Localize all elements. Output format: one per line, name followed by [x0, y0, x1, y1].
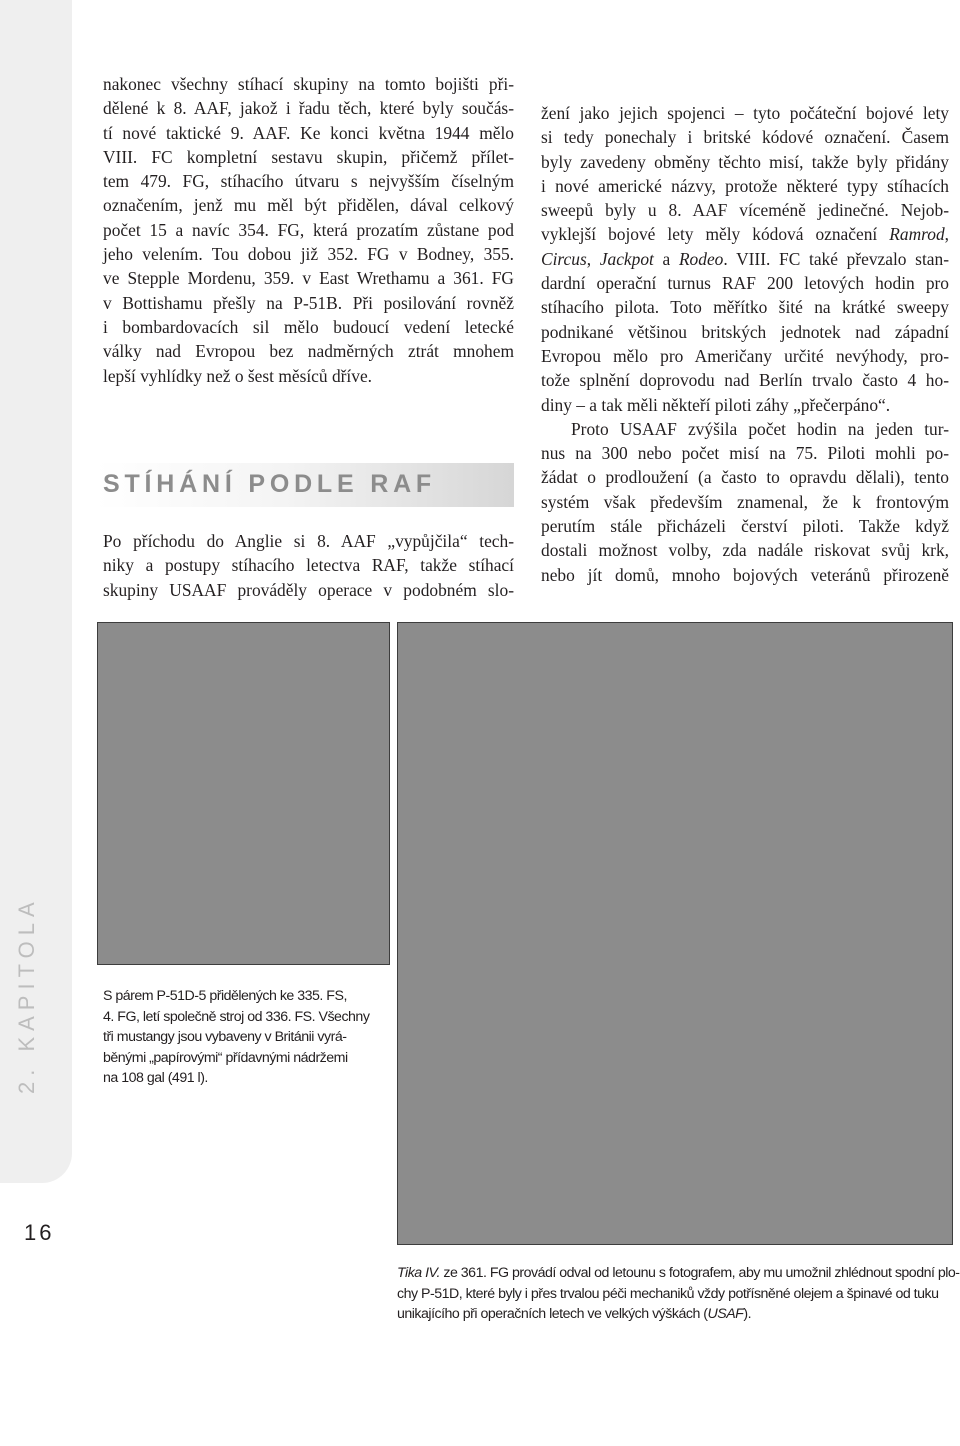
text-line: nakonec všechny stíhací skupiny na tomto bojišti při- — [103, 74, 514, 94]
code-name-jackpot: Jackpot — [599, 248, 654, 269]
caption-fragment: ). — [743, 1306, 752, 1323]
caption-line — [397, 1263, 960, 1284]
text-line: nebo jít domů, mnoho bojových veteránů přirozeně — [541, 564, 949, 585]
text-fragment: . VIII. FC také převzalo stan- — [723, 248, 949, 269]
text-line: sweepů byly u 8. AAF víceméně jedinečné. Nejob- — [541, 200, 949, 221]
photo-credit: USAF — [707, 1306, 744, 1323]
text-line: v Bottishamu přešly na P-51B. Při posilování rovněž — [103, 292, 514, 313]
text-line: dostali možnost volby, zda nadále riskovat svůj krk, — [541, 540, 949, 561]
left-column — [103, 72, 514, 388]
right-paragraph-2 — [541, 417, 949, 587]
text-line: počet 15 a navíc 354. FG, která prozatím zůstane pod — [103, 219, 514, 240]
text-line: niky a postupy stíhacího letectva RAF, takže stíhací — [103, 555, 514, 576]
text-line — [541, 247, 949, 271]
text-line: Proto USAAF zvýšila počet hodin na jeden tur- — [571, 418, 949, 439]
text-line: systém však především znamenal, že k frontovým — [541, 491, 949, 512]
text-line: skupiny USAAF prováděly operace v podobném slo- — [103, 579, 514, 600]
caption-line: tři mustangy jsou vybaveny v Británii vyrá- — [103, 1029, 347, 1046]
text-line: podnikané většinou britských jednotek nad západní — [541, 321, 949, 342]
text-line: dělené k 8. AAF, jakož i řadu těch, které byly součás- — [103, 98, 514, 119]
text-line: ve Stepple Mordenu, 359. v East Wrethamu a 361. FG — [103, 268, 514, 289]
text-fragment: vyklejší bojové lety měly kódová označení — [541, 224, 890, 245]
text-fragment: , — [944, 224, 949, 245]
text-line: tem 479. FG, stíhacího útvaru s nejvyšším číselným — [103, 171, 514, 192]
text-line: dardní operační turnus RAF 200 letových hodin pro — [541, 273, 949, 294]
text-line: tože splnění doprovodu nad Berlín trvalo často 4 ho- — [541, 370, 949, 391]
text-fragment: , — [586, 248, 600, 269]
text-line: VIII. FC kompletní sestavu skupin, přičemž přílet- — [103, 146, 514, 167]
left-paragraph — [103, 72, 514, 388]
caption-line — [397, 1304, 953, 1325]
section-text — [103, 529, 514, 602]
section-heading: STÍHÁNÍ PODLE RAF — [103, 470, 436, 498]
caption-line: S párem P-51D-5 přidělených ke 335. FS, — [103, 988, 347, 1004]
code-name-ramrod: Ramrod — [889, 224, 945, 245]
text-line: perutím stále přicházeli čerství piloti. Takže když — [541, 516, 949, 537]
text-line: tí nové taktické 9. AAF. Ke konci května 1944 mělo — [103, 122, 514, 143]
caption-line: 4. FG, letí společně stroj od 336. FS. Všechny — [103, 1008, 370, 1025]
photo-placeholder-left — [97, 622, 390, 965]
code-name-rodeo: Rodeo — [678, 248, 724, 269]
right-paragraph-1 — [541, 101, 949, 417]
text-line: označením, jenž mu měl být přidělen, dával celkový — [103, 195, 514, 216]
code-name-circus: Circus — [541, 248, 587, 269]
photo-caption-left — [103, 986, 378, 1089]
caption-fragment: ze 361. FG provádí odval od letounu s fotografem, aby mu umožnil zhlédnout spodní plo- — [439, 1265, 960, 1281]
text-line: byly zavedeny obměny těchto misí, takže byly přidány — [541, 151, 949, 172]
text-line: Evropou mělo pro Američany určité nevýhody, pro- — [541, 345, 949, 366]
caption-fragment: unikajícího při operačních letech ve velkých výškách ( — [397, 1306, 708, 1323]
right-column — [541, 101, 949, 587]
text-line: žádat o prodloužení (a často to opravdu dělali), tento — [541, 467, 949, 488]
section-paragraph — [103, 529, 514, 602]
text-line: diny – a tak měli někteří piloti záhy „přečerpáno“. — [541, 394, 891, 415]
caption-line: běnými „papírovými“ přídavnými nádržemi — [103, 1049, 348, 1066]
text-line: i nové americké názvy, protože některé typy stíhacích — [541, 175, 949, 196]
text-line: stíhacího pilota. Toto měřítko šité na krátké sweepy — [541, 297, 949, 318]
text-fragment: a — [653, 248, 679, 269]
caption-line: na 108 gal (491 l). — [103, 1070, 208, 1087]
text-line: i bombardovacích sil mělo budoucí vedení letecké — [103, 316, 514, 337]
chapter-label: 2. KAPITOLA — [14, 896, 39, 1094]
text-line: si tedy ponechaly i britské kódové označení. Časem — [541, 127, 949, 148]
text-line: lepší vyhlídky než o šest měsíců dříve. — [103, 365, 373, 386]
text-line — [541, 222, 949, 246]
caption-line: chy P-51D, které byly i přes trvalou péči mechaniků vždy potřísněné olejem a špinavé od tuku — [397, 1285, 939, 1302]
text-line: jeho velením. Tou dobou již 352. FG v Bodney, 355. — [103, 244, 514, 265]
text-line: žení jako jejich spojenci – tyto počáteční bojové lety — [541, 103, 949, 123]
photo-caption-right — [397, 1263, 960, 1325]
photo-placeholder-right — [397, 622, 953, 1245]
page-number: 16 — [24, 1220, 55, 1245]
text-line: Po příchodu do Anglie si 8. AAF „vypůjčila“ tech- — [103, 531, 514, 551]
text-line: války nad Evropou bez nadměrných ztrát mnohem — [103, 341, 514, 362]
aircraft-name: Tika IV. — [397, 1265, 440, 1281]
text-line: nus na 300 nebo počet misí na 75. Piloti mohli po- — [541, 443, 949, 464]
